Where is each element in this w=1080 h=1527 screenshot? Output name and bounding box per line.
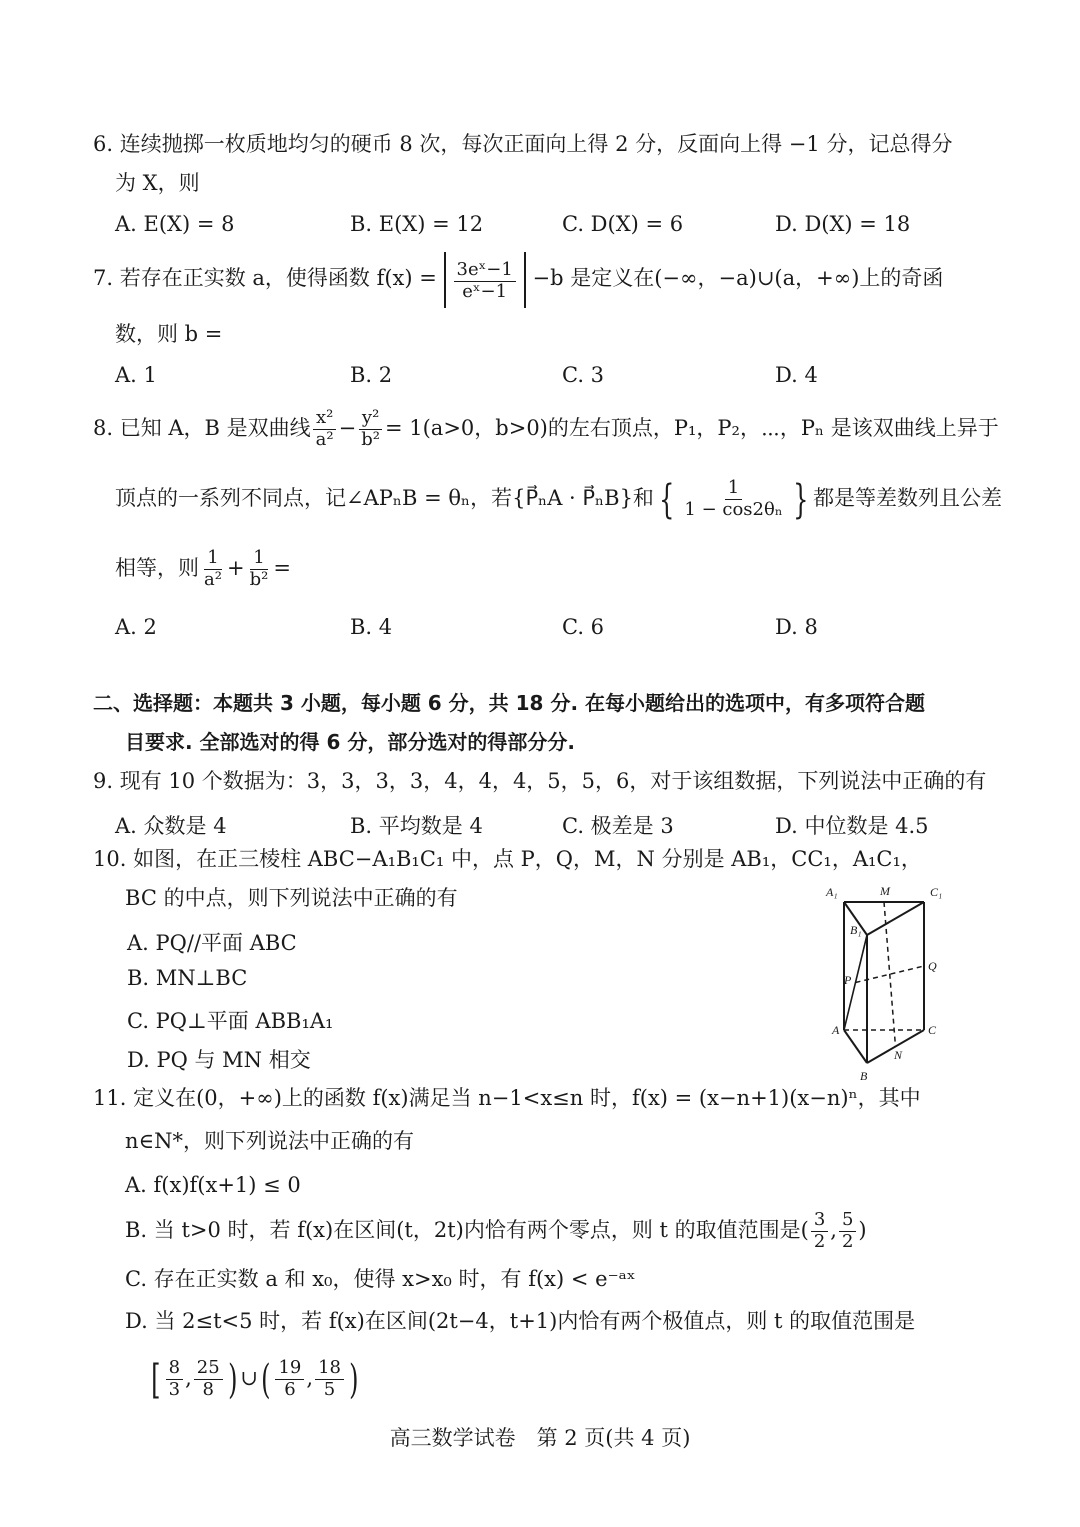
label-a1: A₁ bbox=[826, 885, 838, 899]
q7-option-c: C. 3 bbox=[562, 363, 605, 387]
q11-d-frac4-num: 18 bbox=[315, 1358, 344, 1380]
q6-line2: 为 X，则 bbox=[115, 171, 200, 195]
q7-den: eˣ−1 bbox=[462, 280, 508, 302]
label-c: C bbox=[928, 1023, 937, 1037]
q8-eq: = bbox=[273, 556, 291, 580]
q8-frac4-den: a² bbox=[204, 569, 222, 590]
q11-option-d: D. 当 2≤t<5 时，若 f(x)在区间(2t−4，t+1)内恰有两个极值点，则 t 的取值范围是 bbox=[125, 1309, 916, 1333]
q11-d-frac4-den: 5 bbox=[323, 1379, 336, 1400]
section2-line1: 二、选择题：本题共 3 小题，每小题 6 分，共 18 分. 在每小题给出的选项中，有多项符合题 bbox=[93, 691, 926, 715]
q11-option-d-range: [ $\frac{8}{3}$ , $\frac{25}{8}$ ) ∪( $\frac{19}{6}$ , $\frac{18}{5}$ ) bbox=[151, 1356, 359, 1403]
q8-option-b: B. 4 bbox=[350, 615, 393, 639]
q6-option-c: C. D(X) = 6 bbox=[562, 212, 684, 236]
q11-b-frac1-num: 3 bbox=[811, 1210, 828, 1232]
q8-frac3-den: 1 − cos2θₙ bbox=[684, 499, 783, 520]
q8-option-c: C. 6 bbox=[562, 615, 605, 639]
q8-text-post: = 1(a>0，b>0)的左右顶点，P₁，P₂，⋯，Pₙ 是该双曲线上异于 bbox=[384, 416, 999, 440]
q8-line1 bbox=[93, 400, 999, 456]
q10-option-b: B. MN⊥BC bbox=[127, 966, 248, 990]
q7-option-b: B. 2 bbox=[350, 363, 393, 387]
q7-abs-fraction bbox=[444, 252, 526, 308]
q7-text: 7. 若存在正实数 a，使得函数 f(x) = bbox=[93, 266, 437, 290]
q10-option-d: D. PQ 与 MN 相交 bbox=[127, 1048, 311, 1072]
q9-option-d: D. 中位数是 4.5 bbox=[775, 814, 929, 838]
q8-option-a: A. 2 bbox=[115, 615, 157, 639]
q7-line2: 数，则 b = bbox=[115, 322, 223, 346]
label-c1: C₁ bbox=[930, 885, 943, 899]
q8-minus: − bbox=[338, 416, 357, 440]
label-b: B bbox=[860, 1069, 868, 1083]
q11-b-frac2-num: 5 bbox=[839, 1210, 856, 1232]
q10-option-a: A. PQ//平面 ABC bbox=[127, 931, 297, 955]
q8-line3 bbox=[115, 540, 291, 596]
q11-option-c: C. 存在正实数 a 和 x₀，使得 x>x₀ 时，有 f(x) < e⁻ᵃˣ bbox=[125, 1267, 636, 1291]
q11-d-frac3-num: 19 bbox=[275, 1358, 304, 1380]
q8-frac2-num: y² bbox=[359, 408, 382, 430]
q7-num: 3eˣ−1 bbox=[454, 260, 516, 282]
q9-option-b: B. 平均数是 4 bbox=[350, 814, 483, 838]
q11-line2: n∈N*，则下列说法中正确的有 bbox=[125, 1129, 414, 1153]
q8-line2: 顶点的一系列不同点，记∠APₙB = θₙ，若{P⃗ₙA · P⃗ₙB}和 { $\frac{1}{\text{1 − cos2θₙ}}$ } 都是等差数列且公差 bbox=[115, 476, 1003, 523]
q11-d-frac2-den: 8 bbox=[202, 1379, 214, 1400]
q11-b-text: B. 当 t>0 时，若 f(x)在区间(t，2t)内恰有两个零点，则 t 的取值范围是( bbox=[125, 1218, 809, 1242]
q7-option-d: D. 4 bbox=[775, 363, 818, 387]
q11-d-frac2-num: 25 bbox=[194, 1358, 223, 1380]
q10-line1: 10. 如图，在正三棱柱 ABC−A₁B₁C₁ 中，点 P，Q，M，N 分别是 AB₁，CC₁，A₁C₁， bbox=[93, 847, 922, 871]
q8-line2-post: 都是等差数列且公差 bbox=[813, 486, 1003, 510]
q11-d-frac1-den: 3 bbox=[168, 1379, 181, 1400]
label-n: N bbox=[894, 1048, 903, 1062]
q11-d-frac1-num: 8 bbox=[166, 1358, 183, 1380]
q11-b-frac2-den: 2 bbox=[841, 1231, 854, 1252]
q6-option-d: D. D(X) = 18 bbox=[775, 212, 911, 236]
q6-line1: 6. 连续抛掷一枚质地均匀的硬币 8 次，每次正面向上得 2 分，反面向上得 −1 分，记总得分 bbox=[93, 132, 953, 156]
q11-b-frac1-den: 2 bbox=[813, 1231, 826, 1252]
q8-frac1-num: x² bbox=[313, 408, 336, 430]
q8-frac2-den: b² bbox=[361, 429, 380, 450]
page-footer: 高三数学试卷 第 2 页(共 4 页) bbox=[389, 1426, 691, 1450]
q10-option-c: C. PQ⊥平面 ABB₁A₁ bbox=[127, 1009, 334, 1033]
q7-line1 bbox=[93, 250, 943, 308]
q9-option-c: C. 极差是 3 bbox=[562, 814, 674, 838]
q11-d-frac3-den: 6 bbox=[284, 1379, 296, 1400]
q8-plus: + bbox=[226, 556, 245, 580]
q8-line3-text: 相等，则 bbox=[115, 556, 199, 580]
q6-option-a: A. E(X) = 8 bbox=[115, 212, 235, 236]
q8-frac1-den: a² bbox=[315, 429, 334, 450]
q9-option-a: A. 众数是 4 bbox=[115, 814, 227, 838]
prism-figure bbox=[822, 880, 952, 1085]
label-p: P bbox=[844, 973, 852, 987]
q8-text: 8. 已知 A，B 是双曲线 bbox=[93, 416, 311, 440]
label-m: M bbox=[880, 884, 890, 898]
q11-option-b: B. 当 t>0 时，若 f(x)在区间(t，2t)内恰有两个零点，则 t 的取值范围是( $\frac{3}{2}$ , $\frac{5}{2}$ ) bbox=[125, 1209, 867, 1252]
section2-line2: 目要求. 全部选对的得 6 分，部分选对的得部分分. bbox=[125, 730, 575, 754]
q9-line1: 9. 现有 10 个数据为：3，3，3，3，4，4，4，5，5，6，对于该组数据，下列说法中正确的有 bbox=[93, 769, 987, 793]
label-q: Q bbox=[928, 959, 937, 973]
q8-line2-text: 顶点的一系列不同点，记∠APₙB = θₙ，若{P⃗ₙA · P⃗ₙB}和 bbox=[115, 486, 654, 510]
q7-text-post: −b 是定义在(−∞，−a)∪(a，+∞)上的奇函 bbox=[532, 266, 944, 290]
q11-union: ∪ bbox=[240, 1366, 258, 1390]
q11-option-a: A. f(x)f(x+1) ≤ 0 bbox=[125, 1173, 301, 1197]
q8-frac5-den: b² bbox=[249, 569, 269, 590]
q6-option-b: B. E(X) = 12 bbox=[350, 212, 484, 236]
q8-frac3-num: 1 bbox=[725, 478, 742, 500]
label-b1: B₁ bbox=[850, 923, 862, 937]
q8-option-d: D. 8 bbox=[775, 615, 818, 639]
q10-line2: BC 的中点，则下列说法中正确的有 bbox=[125, 886, 458, 910]
q11-line1: 11. 定义在(0，+∞)上的函数 f(x)满足当 n−1<x≤n 时，f(x) = (x−n+1)(x−n)ⁿ，其中 bbox=[93, 1086, 921, 1110]
q8-frac4-num: 1 bbox=[204, 548, 221, 570]
label-a: A bbox=[832, 1023, 840, 1037]
q8-frac5-num: 1 bbox=[250, 548, 267, 570]
q7-option-a: A. 1 bbox=[115, 363, 157, 387]
